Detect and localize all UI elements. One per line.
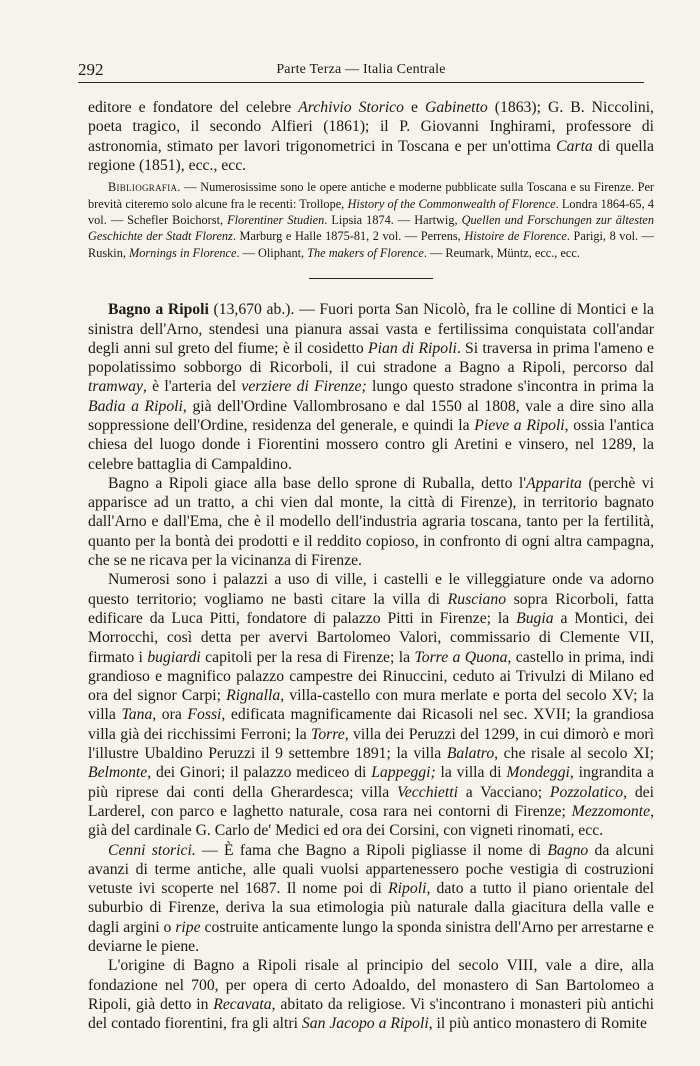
intro-paragraph: editore e fondatore del celebre Archivio Storico e Gabinetto (1863); G. B. Niccolini, poeta tragico, il secondo Alfieri (1861); il P. Giovanni Inghirami, professore di astronomia, stimato per lavori trigonometrici in Toscana e per un'ottima Carta di quella regione (1851), ecc., ecc. — [88, 99, 654, 174]
bibliography-paragraph: Bibliografia. — Numerosissime sono le opere antiche e moderne pubblicate sulla Toscana e su Firenze. Per brevità citeremo solo alcune fra le recenti: Trollope, History of the Commonwealth of Florence. Londra 1864-65, 4 vol. — Schefler Boichorst, Florentiner Studien. Lipsia 1874. — Hartwig, Quellen und Forschungen zur ältesten Geschichte der Stadt Florenz. Marburg e Halle 1875-81, 2 vol. — Perrens, Histoire de Florence. Parigi, 8 vol. — Ruskin, Mornings in Florence. — Oliphant, The makers of Florence. — Reumark, Müntz, ecc., ecc. — [88, 180, 655, 260]
paragraph-apparita: Bagno a Ripoli giace alla base dello sprone di Ruballa, detto l'Apparita (perchè vi apparisce ad un tratto, a chi vien dal monte, la città di Firenze), in territorio bagnato dall'Arno e dall'Ema, che è il modello dell'industria agraria toscana, tanto per la fertilità, quanto per la bontà dei prodotti e il reddito copioso, in confronto di ogni altra campagna, che se ne ricava per la vicinanza di Firenze. — [88, 474, 654, 570]
page-number: 292 — [78, 60, 104, 79]
paragraph-cenni-storici: Cenni storici. — È fama che Bagno a Ripoli pigliasse il nome di Bagno da alcuni avanzi di terme antiche, alle quali vuolsi appartenessero poche vestigia di costruzioni vetuste ivi scoperte nel 1687. Il nome poi di Ripoli, dato a tutto il piano orientale del suburbio di Firenze, deriva la sua etimologia più naturale dalla giacitura della valle e dagli argini o ripe costruite anticamente lungo la sponda sinistra dell'Arno per arrestarne e deviarne le piene. — [88, 841, 654, 956]
paragraph-origine: L'origine di Bagno a Ripoli risale al principio del secolo VIII, vale a dire, alla fondazione nel 700, per opera di certo Adoaldo, del monastero di San Bartolomeo a Ripoli, già detto in Recavata, abitato da religiose. Vi s'incontrano i monasteri più antichi del contado fiorentini, fra gli altri San Jacopo a Ripoli, il più antico monastero di Romite — [88, 957, 654, 1033]
section-divider — [309, 278, 433, 279]
paragraph-bagno-a-ripoli: Bagno a Ripoli (13,670 ab.). — Fuori porta San Nicolò, fra le colline di Montici e la sinistra dell'Arno, stendesi una pianura assai vasta e fertilissima conquistata coll'andar degli anni sul greto del fiume; è il cosidetto Pian di Ripoli. Si traversa in prima l'ameno e popolatissimo sobborgo di Ricorboli, il cui stradone a Bagno a Ripoli, percorso dal tramway, è l'arteria del verziere di Firenze; lungo questo stradone s'incontra in prima la Badia a Ripoli, già dell'Ordine Vallombrosano e dal 1550 al 1808, vale a dire sino alla soppressione dell'Ordine, residenza del generale, e quindi la Pieve a Ripoli, ossia l'antica chiesa del luogo donde i Fiorentini mossero contro gli Aretini e vinsero, nel 1289, la celebre battaglia di Campaldino. — [88, 301, 655, 473]
running-title: Parte Terza — Italia Centrale — [276, 62, 446, 77]
subsection-heading: Cenni storici. — [108, 841, 196, 859]
paragraph-ville: Numerosi sono i palazzi a uso di ville, i castelli e le villeggiature onde va adorno questo territorio; vogliamo ne basti citare la villa di Rusciano sopra Ricorboli, fatta edificare da Luca Pitti, fondatore di palazzo Pitti in Firenze; la Bugia a Montici, dei Morrocchi, così detta per avervi Bartolomeo Valori, commissario di Clemente VII, firmato i bugiardi capitoli per la resa di Firenze; la Torre a Quona, castello in prima, indi grandioso e magnifico palazzo campestre dei Rinuccini, ceduto ai Trivulzi di Milano ed ora del signor Carpi; Rignalla, villa-castello con mura merlate e porta del secolo XV; la villa Tana, ora Fossi, edificata magnificamente dai Ricasoli nel sec. XVII; la grandiosa villa già dei ricchissimi Ferroni; la Torre, villa dei Peruzzi del 1299, in cui dimorò e morì l'illustre Ubaldino Peruzzi il 9 settembre 1891; la villa Balatro, che risale al secolo XI; Belmonte, dei Ginori; il palazzo mediceo di Lappeggi; la villa di Mondeggi, ingrandita a più riprese dai conti della Gherardesca; villa Vecchietti a Vacciano; Pozzolatico, dei Larderel, con parco e laghetto naturale, cosa rara nei contorni di Firenze; Mezzomonte, già del cardinale G. Carlo de' Medici ed ora dei Corsini, con vigneti rinomati, ecc. — [88, 571, 655, 840]
bibliography-label: Bibliografia. — [108, 180, 181, 195]
page-content — [88, 98, 654, 1034]
entry-heading: Bagno a Ripoli — [108, 301, 209, 319]
page-header — [78, 56, 644, 83]
